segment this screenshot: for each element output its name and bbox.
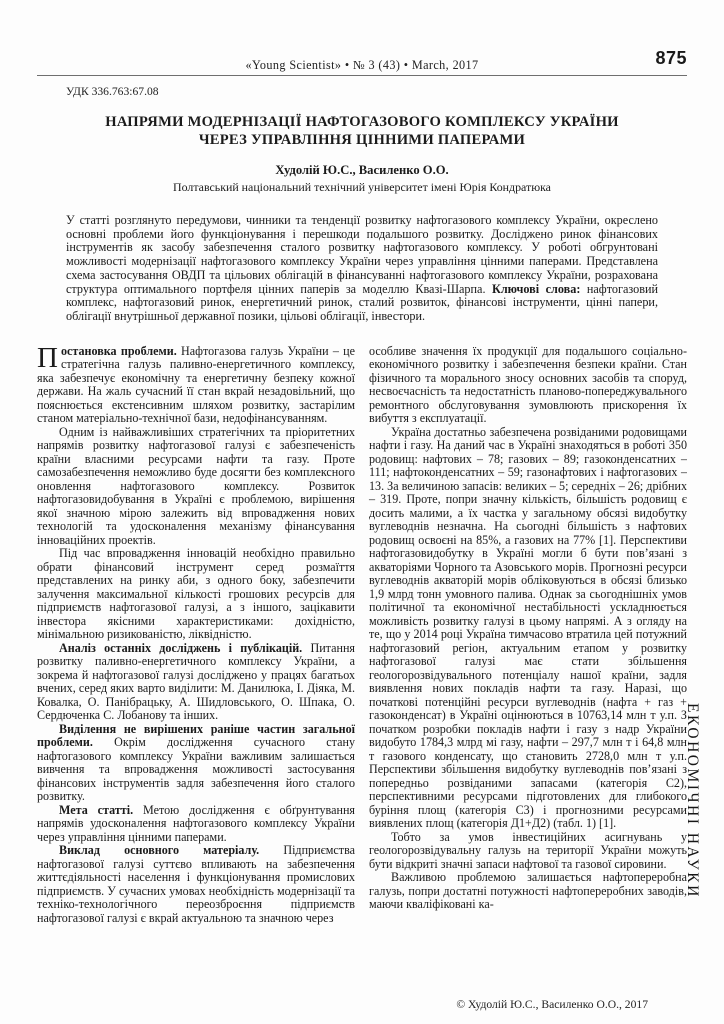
abstract-text: У статті розглянуто передумови, чинники та тенденції розвитку нафтогазового комплексу України, окреслено основні проблеми його функціонування і перешкоди подальшого розвитку. Досліджено ринок фінансових інструментів як засобу забезпечення сталого розвитку нафтогазового комплексу. У роботі обгрунтовані можливості модернізації нафтогазового комплексу України через управління цінними паперами. Представлена схема застосування ОВДП та цільових облігацій в фінансуванні нафтогазового комплексу України, розрахована структура оптимального портфеля цінних паперів за моделлю Квазі-Шарпа. [66,213,658,296]
paragraph-continuation [369,345,687,426]
right-column [369,345,687,991]
abstract [66,214,658,324]
paragraph [369,831,687,872]
article-title [37,113,687,149]
article-title-line1: НАПРЯМИ МОДЕРНІЗАЦІЇ НАФТОГАЗОВОГО КОМПЛЕКСУ УКРАЇНИ [105,114,619,130]
paragraph [37,426,355,548]
paragraph [369,871,687,912]
paragraph-text: Одним із найважливіших стратегічних та пріоритетних напрямів розвитку нафтогазової галузі є забезпеченість країни власними ресурсами нафти та газу. Проте самозабезпечення неможливо буде досягти без комплексного оновлення нафтогазового комплексу. Розвиток нафтогазовидобування в Україні є проблемою, вирішення якої значною мірою залежить від впровадження нових технологій та удосконалення механізму фінансування інноваційних проектів. [37,424,355,547]
paragraph-text: Питання розвитку паливно-енергетичного комплексу України, а зокрема й нафтогазової галузі досліджено у працях багатьох вчених, серед яких варто виділити: М. Данилюка, І. Діяка, М. Ковалка, О. Панібрацьку, А. Шидловського, О. Шпака, О. Сердюченка С. Лобанову та інших. [37,640,355,723]
journal-header-line: «Young Scientist» • № 3 (43) • March, 2017 [245,58,479,72]
section-lead: Аналіз останніх досліджень і публікацій. [59,640,303,655]
page-header [37,0,687,75]
paragraph-text: Тобто за умов інвестиційних асигнувань у геологорозвідувальну галузь на території України можуть бути відкриті значні запаси нафтової та газової сировини. [369,829,687,871]
page-number: 875 [655,48,687,68]
section-lead: остановка проблеми. [60,344,177,358]
paragraph-text: Україна достатньо забезпечена розвіданими родовищами нафти і газу. На даний час в Україні знаходяться в роботі 350 родовищ: нафтових – 78; газових – 89; газоконденсатних – 111; нафтоконденсатних – 59; газонафтових і нафтогазових – 13. За величиною запасів: великих – 5; середніх – 26; дрібних – 319. Проте, попри значну кількість, більшість родовищ є досить малими, а їх частка у загальному обсязі видобутку вуглеводнів незначна. На сьогодні більшість з нафтових родовищ освоєні на 85%, а газових на 77% [1]. Перспективи нафтогазовидобутку в Україні могли б бути пов’язані з акваторіями Чорного та Азовського морів. Прогнозні ресурси вуглеводнів акваторій морів обліковуються в обсязі близько 1,9 млрд тонн умовного палива. Однак за сьогоднішніх умов політичної та економічної нестабільності ускладнюється можливість розвитку галузі в цьому напрямі. А з огляду на те, що у 2014 році Україна тимчасово втратила цей потужний нафтогазовий регіон, актуальним етапом у розвитку нафтогазової галузі має стати збільшення геологорозвідувального потенціалу нашої країни, задля виявлення нових покладів нафти та газу. Наразі, що початкові потенційні ресурси вуглеводнів (нафта + газ + газоконденсат) в Україні оцінюються в 10763,14 млн т у.п. З початком розробки покладів нафти і газу з надр України видобуто 1784,3 млрд мі газу, нафти – 297,7 млн т і 64,8 млн т газового конденсату, що становить 2728,0 млн т у.п. Перспективи збільшення видобутку вуглеводнів пов’язані з попередньо розвіданими запасами (категорія С2), перспективними ресурсами підготовлених для глибокого буріння площ (категорія С3) і прогнозними ресурсами виявлених площ (категорія Д1+Д2) (табл. 1) [1]. [369,424,687,831]
paragraph-text: Важливою проблемою залишається нафтопереробна галузь, попри достатні потужності нафтопереробних заводів, маючи кваліфіковані ка- [369,870,687,912]
article-title-line2: ЧЕРЕЗ УПРАВЛІННЯ ЦІННИМИ ПАПЕРАМИ [198,132,526,148]
authors: Худолій Ю.С., Василенко О.О. [275,163,449,177]
keywords-label: Ключові слова: [491,281,581,296]
paragraph-unsolved-parts [37,723,355,804]
paragraph-main-material [37,844,355,925]
paragraph-text: Окрім дослідження сучасного стану нафтогазового комплексу України важливим залишається вивчення та впровадження можливості застосування фінансових інструментів задля забезпечення його сталого розвитку. [37,735,355,804]
paragraph-reserves [369,426,687,831]
paragraph-analysis [37,642,355,723]
paragraph-text: Нафтогазова галузь України – це стратегічна галузь паливно-енергетичного комплексу, яка забезпечує економічну та енергетичну безпеку кожної держави. На жаль сучасний її стан вкрай незадовільний, що пояснюється екстенсивним шляхом розвитку, застарілим станом матеріально-технічної бази, недофінансуванням. [37,344,355,426]
paragraph-text: особливе значення їх продукції для подальшого соціально-економічного розвитку і забезпечення безпеки країни. Стан фізичного та морального зносу основних засобів та споруд, несвоєчасність та недостатність планово-попереджувального ремонтного обслуговування зумовлюють прискорення їх вибуття з експлуатації. [369,344,687,426]
header-divider [37,75,687,76]
paragraph [37,547,355,642]
keywords-text: нафтогазовий комплекс, нафтогазовий ринок, енергетичний ринок, сталий розвиток, фінансові інструменти, цінні папери, облігації внутрішньої державної позики, цільові облігації, інвестори. [66,281,658,323]
paragraph-article-goal [37,804,355,845]
paragraph-text: Під час впровадження інновацій необхідно правильно обрати фінансовий інструмент серед розмаїття представлених на ринку аби, з одного боку, забезпечити залучення максимальної кількості грошових ресурсів для підприємств нафтогазової галузі, а з іншого, зацікавити інвестора якісними характеристиками: дохідністю, мінімальною ризикованістю, ліквідністю. [37,546,355,642]
udc-code: УДК 336.763:67.08 [66,85,159,98]
section-lead: Виклад основного матеріалу. [59,843,260,858]
section-lead: Виділення не вирішених раніше частин загальної проблеми. [37,721,355,750]
drop-cap: П [37,344,58,374]
left-column [37,345,355,991]
section-lead: Мета статті. [59,802,134,817]
paragraph-text: Метою дослідження є обґрунтування напрямів удосконалення нафтогазового комплексу України через управління цінними паперами. [37,802,355,844]
affiliation: Полтавський національний технічний університет імені Юрія Кондратюка [173,180,551,194]
paragraph-problem-statement [37,345,355,426]
copyright-line: © Худолій Ю.С., Василенко О.О., 2017 [456,997,648,1011]
section-strip-label: ЕКОНОМІЧНІ НАУКИ [684,703,701,899]
article-body-columns [37,345,687,991]
paragraph-text: Підприємства нафтогазової галузі суттєво впливають на забезпечення життєдіяльності населення і функціонування промислових підприємств. У сучасних умовах необхідність модернізації та техніко-технологічного переозброєння підприємств нафтогазової галузі є вкрай актуальною та значною через [37,843,355,925]
